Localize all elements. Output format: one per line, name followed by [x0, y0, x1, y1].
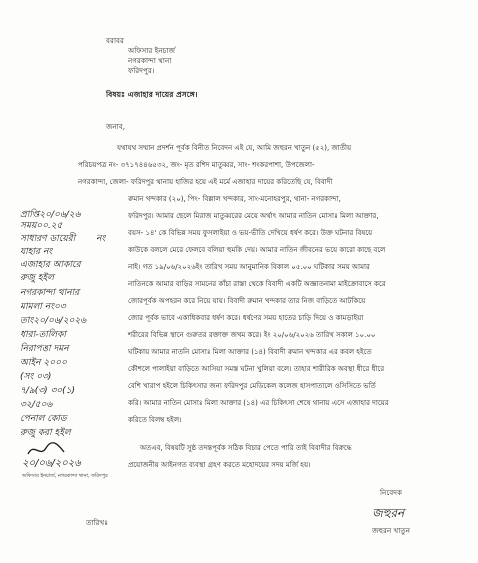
- closing-line: প্রয়োজনীয় আইনগত ব্যবস্থা গ্রহণ করতে মহোদয়ের সদয় মর্জি হয়।: [128, 461, 311, 469]
- margin-note: সময়০০.২৫: [20, 221, 63, 231]
- margin-note: ধারা-তালিকা: [20, 330, 67, 340]
- body-line: করি। আমার নাতিন মোসাঃ মিলা আক্তার (১৪) এর চিকিৎসা শেষে থানায় এসে এজাহার দায়ের: [128, 399, 389, 407]
- margin-note: সাধারণ ডায়েরী: [20, 234, 76, 244]
- closing-line: অতএব, বিষয়টি সুষ্ঠ তদন্তপূর্বক সঠিক বিচার পেতে পারি তাই বিবাদীর বিরুদ্ধে: [140, 444, 352, 452]
- applicant-name: জহুরন খাতুন: [372, 526, 411, 535]
- margin-note: আইন ২০০০: [20, 358, 67, 368]
- body-line: শরীরের বিভিন্ন স্থানে গুরুতর রক্তাক্ত জখম করে। ইং ২০/০৬/২০২৬ তারিখ সকাল ১০.০০: [128, 331, 376, 339]
- margin-note: পেনাল কোড: [20, 414, 67, 424]
- body-line: ঘটিকায় আমার নাতনি মোসাঃ মিলা আক্তার (১৪) বিবাদী রুমান খন্দকার এর কবল হইতে: [128, 348, 372, 356]
- body-line: নগরকান্দা, জেলা- ফরিদপুর থানায় হাজির হয়ে এই মর্মে এজাহার দায়ের করিতেছি যে, বিবাদী: [78, 178, 333, 186]
- margin-note: প্রাপ্তি২০/০৬/২৬: [20, 210, 81, 220]
- margin-note: নং: [96, 234, 106, 244]
- address-line-1: বরাবর: [106, 36, 124, 45]
- address-line-4: ফরিদপুর।: [128, 66, 155, 75]
- body-line: কৌশলে পালাইয়া বাড়িতে আসিয়া সমস্ত ঘটনা খুলিয়া বলে। তাহার শারীরিক অবস্থা ধীরে ধীরে: [128, 365, 385, 373]
- margin-note: নিরাপত্তা দমন: [20, 344, 69, 354]
- body-line: পরিচয়পত্র নং- ৩৭১৭৪৪৬৫৩২, জং- মৃত রশিদ মাতুব্বর, সাং- শংকরপাশা, উপজেলা-: [78, 161, 315, 169]
- margin-note: ৭/৯(৩) ৩০(১): [20, 386, 76, 396]
- margin-note: তাং২০/০৬/২০২৬: [20, 316, 87, 326]
- body-line: রুমান খন্দকার (২০), পিং- বিল্লাল খন্দকার, সাং-মনোহরপুর, থানা- নগরকান্দা,: [128, 195, 341, 203]
- margin-note: (সং ০৩): [20, 372, 52, 382]
- body-line: যথাযথ সম্মান প্রদর্শন পূর্বক বিনীত নিবেদন এই যে, আমি জহুরন খাতুন (৫২), জাতীয়: [117, 144, 352, 152]
- address-line-2: অফিসার ইনচার্জ: [128, 46, 176, 55]
- margin-note: মামলা নং০৩: [20, 302, 66, 312]
- body-line: ফরিদপুর। আমার ছেলে মিরাজ মাতুব্বরের মেয়ে অর্থাৎ আমার নাতিন মোসাঃ মিলা আক্তার,: [128, 212, 379, 220]
- applicant-signature: জহুরন: [372, 506, 405, 520]
- margin-note: এজাহার আকারে: [20, 260, 81, 270]
- officer-stamp: অফিসার ইনচার্জ, নগরকান্দা থানা, ফরিদপুর: [22, 473, 108, 479]
- body-line: জোর পূর্বক ভাবে একাধিকবার ধর্ষণ করে। ধর্ষণের সময় হাতের চাড়ি দিয়ে ও কামড়াইয়া: [128, 314, 364, 322]
- applicant-label: নিবেদক: [380, 488, 403, 497]
- margin-note: ৩২/৫০৬: [20, 400, 53, 410]
- body-line: জোরপূর্বক অপহরন করে নিয়ে যায়। বিবাদী রুমান খন্দকার তার নিজ বাড়িতে আটকিয়ে: [128, 297, 366, 305]
- body-line: নাতিনকে আমার বাড়ির সামনের কাঁচা রাস্তা থেকে বিবাদী একটি অজ্ঞাতনামা মাইক্রোবাসে করে: [128, 280, 386, 288]
- margin-note: রুজু করা হইল: [20, 428, 71, 438]
- margin-note: রুজু হইল: [20, 273, 54, 283]
- margin-note: যাহার নং: [20, 247, 53, 257]
- body-line: কাউকে বললে মেরে ফেলবে বলিয়া হুমকি দেয়। আমার নাতিন জীবনের ভয়ে কারো কাছে বলে: [128, 246, 386, 254]
- subject-line: বিষয়ঃ এজাহার দায়ের প্রসঙ্গে।: [106, 90, 198, 99]
- address-line-3: নগরকান্দা থানা: [128, 56, 172, 65]
- salutation: জনাব,: [106, 122, 126, 131]
- margin-note: নগরকান্দা থানার: [20, 288, 80, 298]
- signature-date: ২০/০৬/২০২৬: [22, 458, 81, 469]
- body-line: বেশি খারাপ হইলে চিকিৎসার জন্য ফরিদপুর মেডিকেল কলেজ হাসপাতালে ওসিসিতে ভর্তি: [128, 382, 376, 390]
- date-label: তারিখঃ: [86, 518, 109, 527]
- body-line: নাই। গত ১৯/০৬/২০২৬ইং তারিখ সময় আনুমানিক বিকাল ০৫.০০ ঘটিকার সময় আমার: [128, 263, 370, 271]
- officer-signature-icon: [26, 440, 66, 460]
- body-line: বয়স- ১৪' কে বিভিন্ন সময় ফুসলাইয়া ও ভয়-ভীতি দেখিয়ে ধর্ষণ করে। উক্ত ঘটনার বিষয়ে: [128, 229, 373, 237]
- body-line: করিতে বিলম্ব হইল।: [128, 416, 182, 424]
